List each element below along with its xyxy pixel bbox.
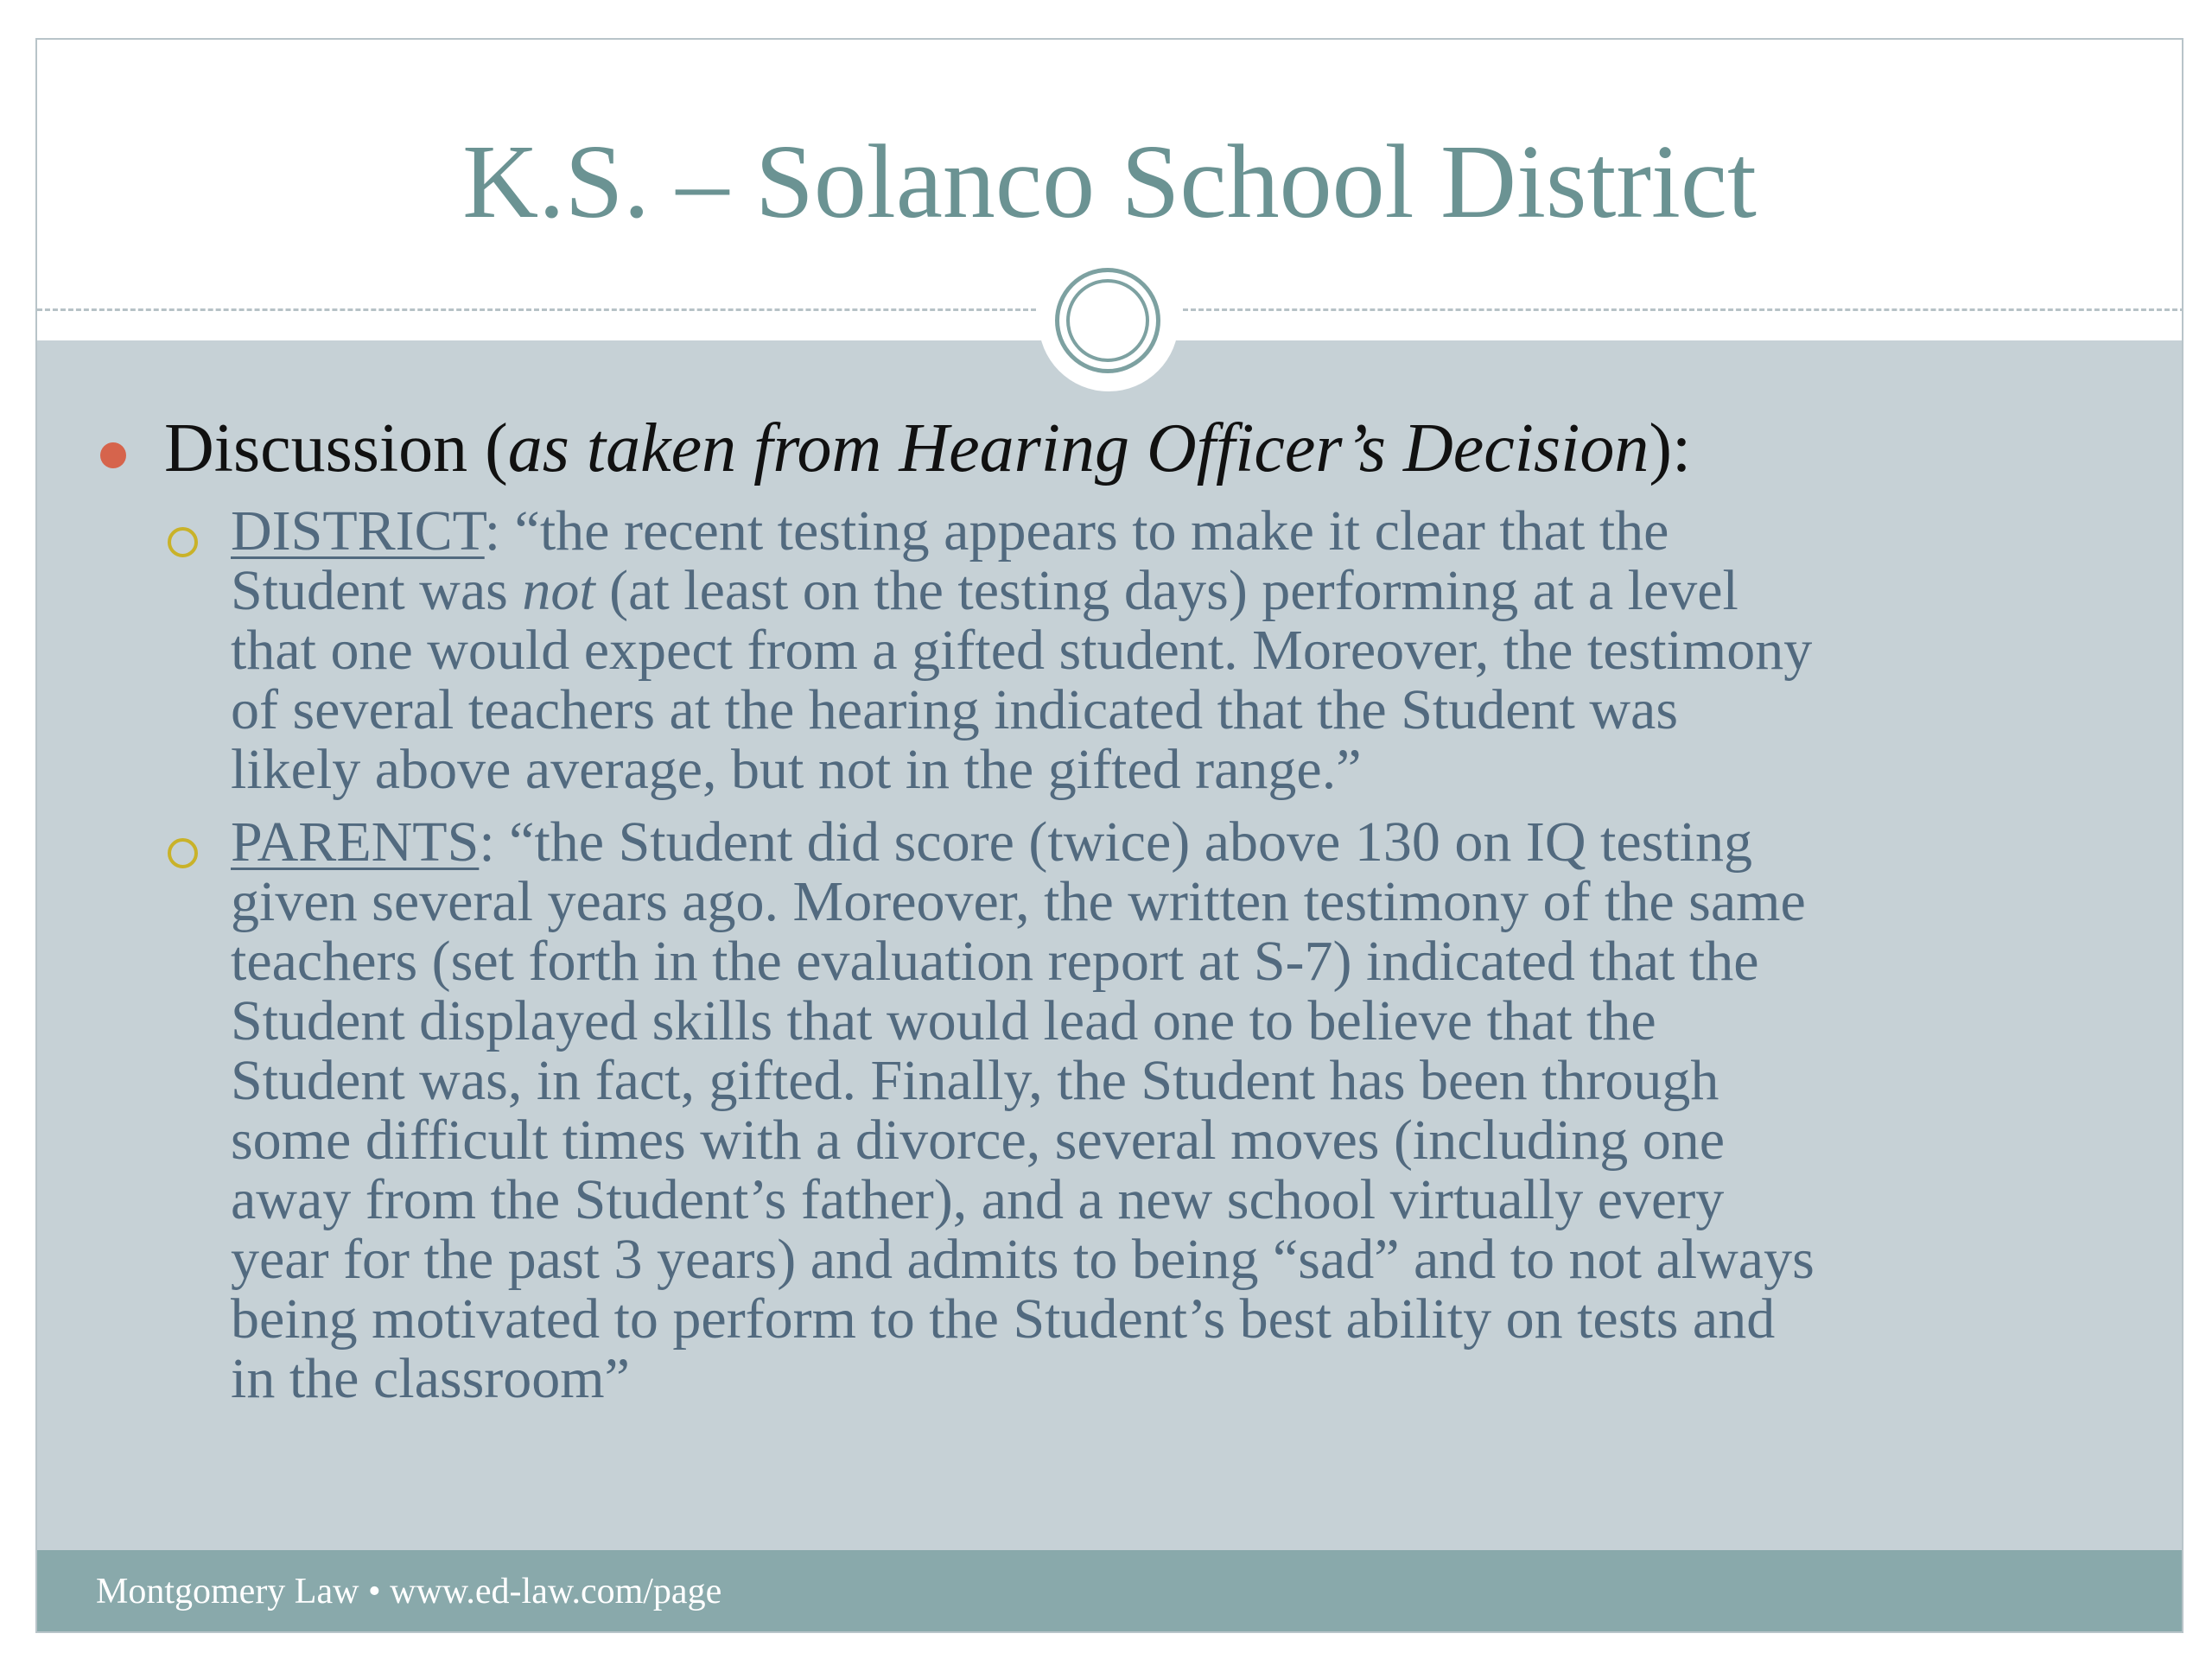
parents-line: in the classroom” xyxy=(231,1347,630,1410)
discussion-source: as taken from Hearing Officer’s Decision xyxy=(507,410,1649,486)
bullet-dot-icon xyxy=(100,442,126,468)
district-line-5: likely above average, but not in the gifted range.” xyxy=(231,738,1362,801)
content-area xyxy=(37,340,2182,1550)
district-line-1-text: : “the recent testing appears to make it clear that the xyxy=(484,499,1669,563)
parents-line: away from the Student’s father), and a new school virtually every xyxy=(231,1168,1725,1231)
district-line-2-pre: Student was xyxy=(231,559,523,622)
slide-title: K.S. – Solanco School District xyxy=(462,124,1757,240)
district-line-2 xyxy=(231,561,2158,620)
district-line-4: of several teachers at the hearing indicated that the Student was xyxy=(231,678,1679,741)
parents-line-1-text: : “the Student did score (twice) above 130 on IQ testing xyxy=(479,810,1752,874)
ornament-ring-inner xyxy=(1066,279,1149,362)
district-line-3: that one would expect from a gifted student. Moreover, the testimony xyxy=(231,619,1813,682)
district-paragraph xyxy=(231,501,2158,799)
title-ornament-icon xyxy=(1039,251,1179,391)
slide xyxy=(35,38,2183,1633)
discussion-heading xyxy=(164,407,1691,490)
footer xyxy=(37,1550,2182,1633)
parents-line-1 xyxy=(231,812,2158,872)
district-line-2-post: (at least on the testing days) performing at a level xyxy=(594,559,1738,622)
circle-bullet-icon xyxy=(168,527,198,557)
parents-heading: PARENTS xyxy=(231,810,480,874)
parents-line: year for the past 3 years) and admits to being “sad” and to not always xyxy=(231,1228,1815,1291)
district-heading: DISTRICT xyxy=(231,499,485,563)
divider-left xyxy=(37,308,1036,311)
parents-line: teachers (set forth in the evaluation report at S-7) indicated that the xyxy=(231,930,1759,993)
divider-right xyxy=(1183,308,2183,311)
district-line-2-italic: not xyxy=(522,559,595,622)
footer-text: Montgomery Law • www.ed-law.com/page xyxy=(96,1572,722,1611)
parents-line: Student was, in fact, gifted. Finally, the Student has been through xyxy=(231,1049,1719,1112)
district-line-1 xyxy=(231,501,2158,561)
ornament-ring xyxy=(1055,268,1160,373)
circle-bullet-icon xyxy=(168,838,198,868)
parents-line: given several years ago. Moreover, the written testimony of the same xyxy=(231,870,1806,933)
parents-line: some difficult times with a divorce, several moves (including one xyxy=(231,1109,1726,1172)
parents-line: Student displayed skills that would lead one to believe that the xyxy=(231,989,1656,1052)
discussion-label-end: ): xyxy=(1649,410,1692,486)
parents-paragraph xyxy=(231,812,2158,1408)
parents-line: being motivated to perform to the Student’s best ability on tests and xyxy=(231,1287,1776,1351)
discussion-label: Discussion ( xyxy=(164,410,508,486)
